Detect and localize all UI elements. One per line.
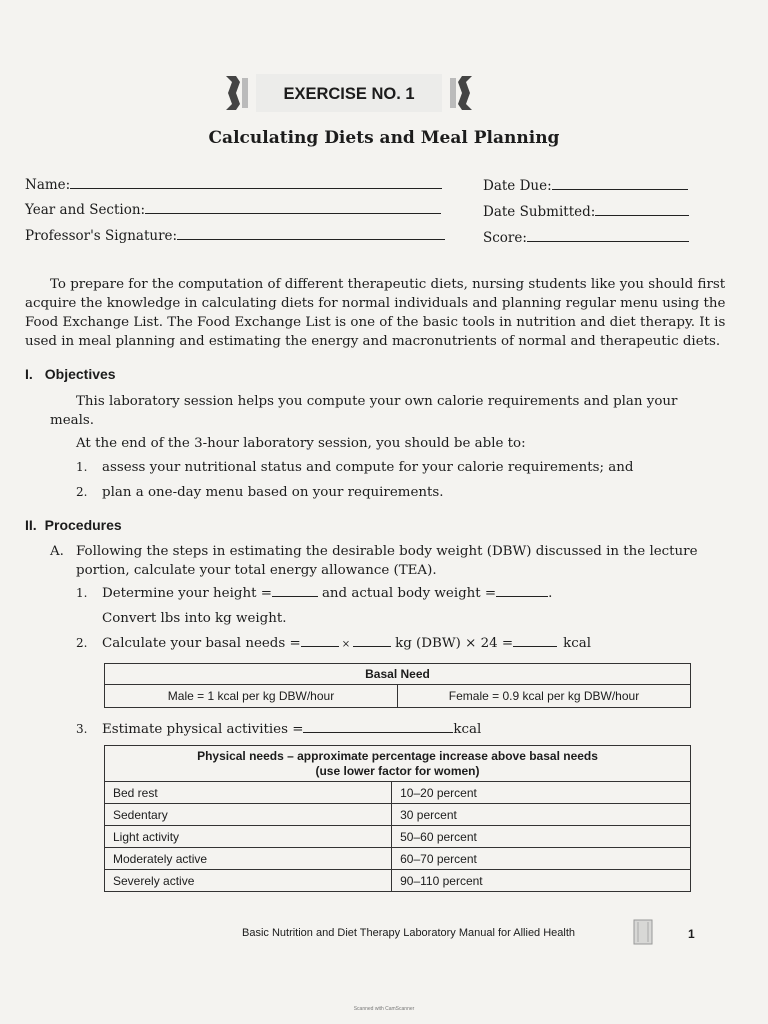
- banner-right-ornament: [448, 74, 476, 112]
- basal-need-table: [104, 663, 691, 708]
- step-num: 3.: [76, 722, 88, 736]
- procedure-a-text: Following the steps in estimating the desirable body weight (DBW) discussed in the lecture: [76, 544, 698, 559]
- year-section-line[interactable]: [145, 213, 441, 214]
- procedure-a-label: A.: [50, 544, 64, 559]
- basal-need-female: Female = 0.9 kcal per kg DBW/hour: [398, 685, 691, 708]
- step-num: 2.: [76, 636, 88, 650]
- date-due-line[interactable]: [552, 189, 688, 190]
- objective-num: 2.: [76, 485, 88, 499]
- step-text: kcal: [563, 636, 591, 651]
- score-line[interactable]: [527, 241, 689, 242]
- name-field: [25, 177, 442, 193]
- intro-paragraph: [25, 275, 726, 351]
- percent-cell: 90–110 percent: [392, 870, 691, 892]
- physical-needs-header-line: (use lower factor for women): [315, 763, 480, 778]
- objectives-line: meals.: [50, 413, 95, 428]
- procedures-heading-num: II.: [25, 517, 37, 533]
- basal-blank-1[interactable]: [301, 646, 339, 647]
- objectives-heading-num: I.: [25, 366, 33, 382]
- step-text: and actual body weight =: [321, 586, 497, 601]
- intro-line: Food Exchange List. The Food Exchange List is one of the basic tools in nutrition and diet therapy. It is: [25, 315, 726, 330]
- intro-line: acquire the knowledge in calculating diets for normal individuals and planning regular menu using the: [25, 296, 726, 311]
- date-due-label: Date Due:: [483, 178, 552, 194]
- objective-item: [76, 483, 444, 502]
- basal-result-blank[interactable]: [513, 646, 557, 647]
- activity-cell: Sedentary: [105, 804, 392, 826]
- intro-line: To prepare for the computation of different therapeutic diets, nursing students like you should first: [50, 277, 726, 292]
- percent-cell: 50–60 percent: [392, 826, 691, 848]
- percent-cell: 60–70 percent: [392, 848, 691, 870]
- date-submitted-field: [483, 204, 689, 220]
- activity-cell: Severely active: [105, 870, 392, 892]
- objectives-lead: At the end of the 3-hour laboratory session, you should be able to:: [76, 436, 526, 451]
- basal-need-male: Male = 1 kcal per kg DBW/hour: [105, 685, 398, 708]
- date-due-field: [483, 178, 688, 194]
- activity-cell: Moderately active: [105, 848, 392, 870]
- objectives-line: This laboratory session helps you compute your own calorie requirements and plan your: [76, 394, 678, 409]
- activity-cell: Light activity: [105, 826, 392, 848]
- activity-cell: Bed rest: [105, 782, 392, 804]
- scanner-watermark: Scanned with CamScanner: [353, 1006, 415, 1012]
- physical-needs-header-line: Physical needs – approximate percentage increase above basal needs: [197, 748, 598, 763]
- table-row: [105, 804, 691, 826]
- professor-signature-line[interactable]: [177, 239, 445, 240]
- height-blank[interactable]: [272, 596, 318, 597]
- page-title: Calculating Diets and Meal Planning: [208, 128, 560, 148]
- physical-activity-blank[interactable]: [303, 732, 453, 733]
- year-section-label: Year and Section:: [25, 202, 146, 218]
- procedure-a: [50, 542, 698, 580]
- basal-need-header: Basal Need: [105, 664, 691, 685]
- objective-item: [76, 458, 633, 477]
- intro-line: used in meal planning and estimating the energy and macronutrients of normal and therapeutic diets.: [25, 334, 721, 349]
- percent-cell: 30 percent: [392, 804, 691, 826]
- procedure-a-text: portion, calculate your total energy allowance (TEA).: [76, 563, 437, 578]
- score-label: Score:: [483, 230, 527, 246]
- step-text: kg (DBW) × 24 =: [395, 636, 514, 651]
- footer-ornament-icon: [632, 918, 654, 946]
- professor-signature-field: [25, 228, 445, 244]
- step-2: [76, 634, 591, 654]
- score-field: [483, 230, 689, 246]
- objective-text: plan a one-day menu based on your requirements.: [102, 485, 444, 500]
- banner-left-ornament: [222, 74, 250, 112]
- step-text: kcal: [453, 722, 482, 737]
- step-text: .: [548, 586, 553, 601]
- physical-needs-header: [105, 746, 691, 782]
- step-text: Estimate physical activities =: [102, 722, 304, 737]
- step-3: [76, 720, 481, 739]
- procedures-heading: [25, 517, 122, 533]
- step-num: 1.: [76, 586, 88, 600]
- procedures-heading-text: Procedures: [44, 517, 122, 533]
- step-text: Determine your height =: [102, 586, 272, 601]
- step-1: [76, 584, 552, 603]
- exercise-banner: [222, 74, 476, 112]
- weight-blank[interactable]: [496, 596, 548, 597]
- objectives-heading: [25, 366, 116, 382]
- step-text: ×: [341, 639, 351, 650]
- percent-cell: 10–20 percent: [392, 782, 691, 804]
- date-submitted-label: Date Submitted:: [483, 204, 596, 220]
- name-line[interactable]: [70, 188, 442, 189]
- physical-needs-table: [104, 745, 691, 892]
- table-row: [105, 848, 691, 870]
- table-row: [105, 870, 691, 892]
- name-label: Name:: [25, 177, 71, 193]
- step-1-note: Convert lbs into kg weight.: [102, 611, 287, 626]
- basal-blank-2[interactable]: [353, 646, 391, 647]
- professor-signature-label: Professor's Signature:: [25, 228, 178, 244]
- year-section-field: [25, 202, 441, 218]
- date-submitted-line[interactable]: [595, 215, 689, 216]
- objectives-intro: [50, 392, 700, 430]
- page-number: 1: [688, 927, 695, 941]
- objective-num: 1.: [76, 460, 88, 474]
- objectives-heading-text: Objectives: [44, 366, 116, 382]
- objective-text: assess your nutritional status and compute for your calorie requirements; and: [102, 460, 634, 475]
- table-row: [105, 782, 691, 804]
- footer-text: Basic Nutrition and Diet Therapy Laboratory Manual for Allied Health: [242, 927, 576, 939]
- table-row: [105, 826, 691, 848]
- step-text: Calculate your basal needs =: [102, 636, 301, 651]
- exercise-label: EXERCISE NO. 1: [256, 74, 442, 112]
